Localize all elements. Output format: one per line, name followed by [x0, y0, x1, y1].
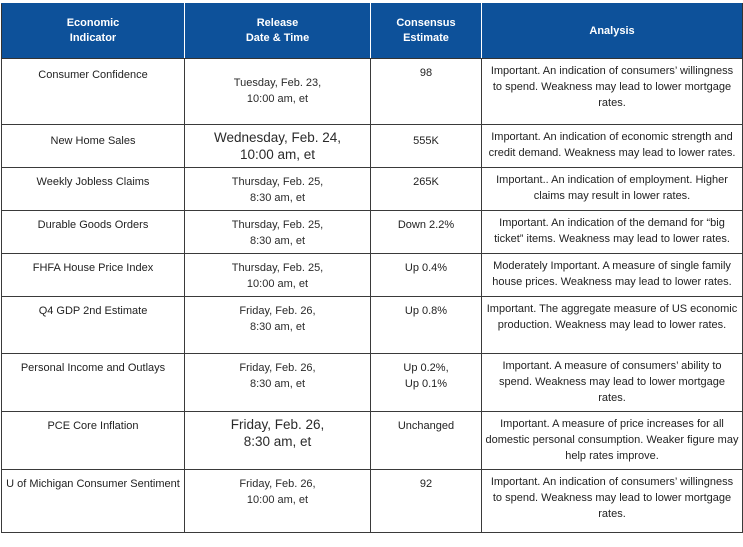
indicator-cell: PCE Core Inflation [2, 412, 185, 470]
analysis-cell: Important. A measure of consumers’ ability to spend. Weakness may lead to lower mortgage rates. [482, 354, 743, 412]
indicator-cell: Q4 GDP 2nd Estimate [2, 297, 185, 354]
release-date: Friday, Feb. 26, [239, 362, 316, 374]
release-date: Thursday, Feb. 25, [231, 176, 324, 188]
analysis-cell: Important. An indication of consumers’ willingness to spend. Weakness may lead to lower mortgage rates. [482, 470, 743, 533]
estimate-cell: Up 0.8% [371, 297, 482, 354]
release-time: 8:30 am, et [243, 434, 312, 449]
header-consensus-line-1: Consensus [396, 17, 456, 29]
release-time: 10:00 am, et [246, 93, 309, 105]
release-date: Thursday, Feb. 25, [231, 262, 324, 274]
header-row [2, 4, 743, 59]
estimate-cell: 92 [371, 470, 482, 533]
table-row [2, 254, 743, 297]
indicator-cell: Personal Income and Outlays [2, 354, 185, 412]
table-row [2, 412, 743, 470]
header-consensus [371, 4, 482, 59]
header-release-line-2: Date & Time [245, 32, 310, 44]
release-time: 8:30 am, et [249, 321, 306, 333]
header-indicator [2, 4, 185, 59]
release-time: 10:00 am, et [246, 494, 309, 506]
table-row [2, 297, 743, 354]
release-cell [185, 125, 371, 168]
table-row [2, 211, 743, 254]
estimate-cell: Down 2.2% [371, 211, 482, 254]
indicator-cell: FHFA House Price Index [2, 254, 185, 297]
table-row [2, 168, 743, 211]
indicator-cell: New Home Sales [2, 125, 185, 168]
release-time: 8:30 am, et [249, 192, 306, 204]
estimate-cell [371, 354, 482, 412]
estimate-cell: 555K [371, 125, 482, 168]
header-analysis: Analysis [482, 4, 743, 59]
economic-calendar-table [1, 3, 743, 533]
estimate-cell: Unchanged [371, 412, 482, 470]
release-date: Friday, Feb. 26, [239, 305, 316, 317]
header-release-line-1: Release [256, 17, 299, 29]
release-cell [185, 168, 371, 211]
table-row [2, 354, 743, 412]
release-cell [185, 412, 371, 470]
analysis-cell: Important. An indication of economic strength and credit demand. Weakness may lead to lower rates. [482, 125, 743, 168]
release-cell [185, 59, 371, 125]
estimate-cell: 265K [371, 168, 482, 211]
analysis-cell: Moderately Important. A measure of single family house prices. Weakness may lead to lower rates. [482, 254, 743, 297]
analysis-cell: Important. The aggregate measure of US economic production. Weakness may lead to lower rates. [482, 297, 743, 354]
release-cell [185, 354, 371, 412]
release-date: Wednesday, Feb. 24, [213, 130, 342, 145]
indicator-cell: Weekly Jobless Claims [2, 168, 185, 211]
release-time: 10:00 am, et [246, 278, 309, 290]
release-date: Thursday, Feb. 25, [231, 219, 324, 231]
estimate-line-2: Up 0.1% [404, 378, 448, 390]
analysis-cell: Important. An indication of the demand for “big ticket” items. Weakness may lead to lower rates. [482, 211, 743, 254]
header-consensus-line-2: Estimate [403, 32, 449, 44]
release-cell [185, 211, 371, 254]
release-time: 8:30 am, et [249, 378, 306, 390]
analysis-cell: Important. An indication of consumers’ willingness to spend. Weakness may lead to lower mortgage rates. [482, 59, 743, 125]
release-time: 8:30 am, et [249, 235, 306, 247]
analysis-cell: Important. A measure of price increases for all domestic personal consumption. Weaker figure may help rates improve. [482, 412, 743, 470]
estimate-line-1: Up 0.2%, [403, 362, 449, 374]
estimate-cell: Up 0.4% [371, 254, 482, 297]
estimate-cell: 98 [371, 59, 482, 125]
release-time: 10:00 am, et [239, 147, 316, 162]
header-indicator-line-2: Indicator [69, 32, 117, 44]
table-row [2, 125, 743, 168]
release-date: Friday, Feb. 26, [230, 417, 325, 432]
release-cell [185, 254, 371, 297]
header-indicator-line-1: Economic [66, 17, 120, 29]
table-row [2, 59, 743, 125]
indicator-cell: Consumer Confidence [2, 59, 185, 125]
indicator-cell: Durable Goods Orders [2, 211, 185, 254]
indicator-cell: U of Michigan Consumer Sentiment [2, 470, 185, 533]
release-date: Friday, Feb. 26, [239, 478, 316, 490]
release-date: Tuesday, Feb. 23, [233, 77, 322, 89]
table-row [2, 470, 743, 533]
release-cell [185, 297, 371, 354]
analysis-cell: Important.. An indication of employment. Higher claims may result in lower rates. [482, 168, 743, 211]
header-release [185, 4, 371, 59]
release-cell [185, 470, 371, 533]
